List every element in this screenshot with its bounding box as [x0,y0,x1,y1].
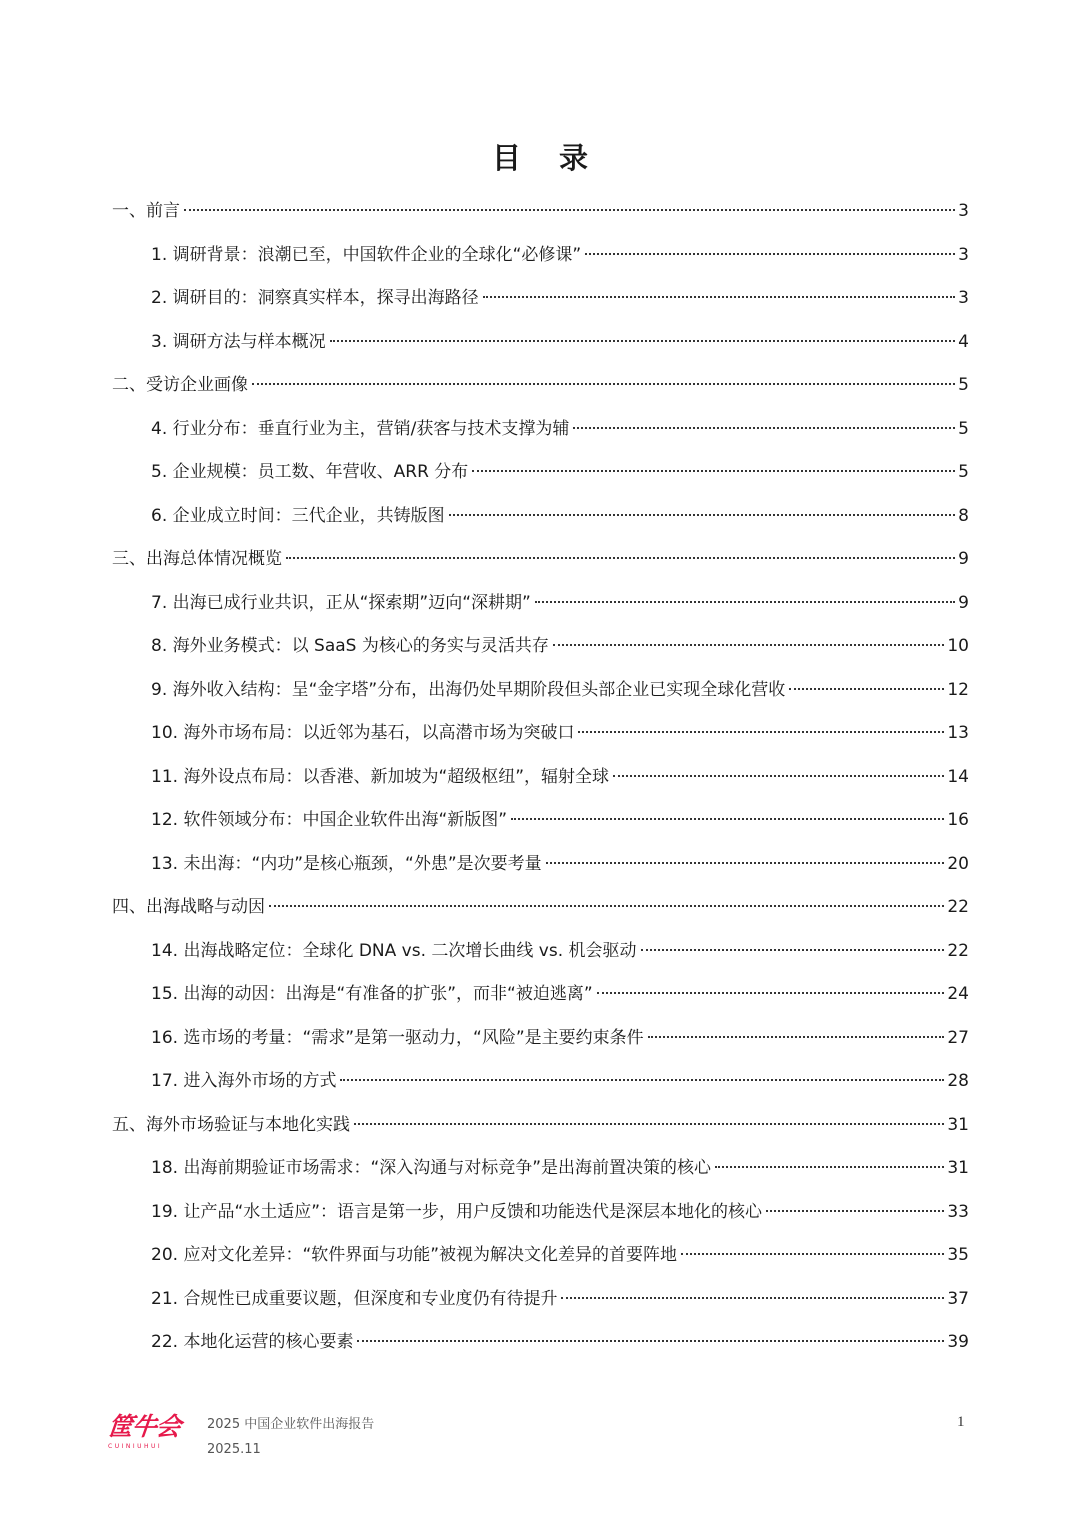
logo-wordmark: 筐牛会 [106,1412,182,1441]
logo-subtitle: CUINIUHUI [108,1443,163,1450]
toc-dot-leader [357,1340,944,1342]
toc-section-entry[interactable] [112,370,969,400]
toc-entry-title: 7. 出海已成行业共识，正从“探索期”迈向“深耕期” [151,593,531,613]
toc-page-number: 5 [958,462,969,482]
toc-subsection-entry[interactable] [151,675,969,705]
toc-page-number: 33 [947,1202,969,1222]
toc-entry-title: 二、受访企业画像 [112,375,248,395]
toc-subsection-entry[interactable] [151,849,969,879]
toc-dot-leader [561,1297,944,1299]
toc-subsection-entry[interactable] [151,936,969,966]
toc-dot-leader [573,427,955,429]
toc-subsection-entry[interactable] [151,501,969,531]
toc-page-number: 13 [947,723,969,743]
toc-section-entry[interactable] [112,1110,969,1140]
toc-subsection-entry[interactable] [151,240,969,270]
page-number: 1 [957,1414,965,1430]
toc-subsection-entry[interactable] [151,718,969,748]
toc-entry-title: 8. 海外业务模式：以 SaaS 为核心的务实与灵活共存 [151,636,549,656]
toc-dot-leader [472,470,955,472]
toc-dot-leader [511,818,944,820]
toc-page-number: 4 [958,332,969,352]
toc-page-number: 12 [947,680,969,700]
toc-entry-title: 四、出海战略与动因 [112,897,265,917]
toc-section-entry[interactable] [112,544,969,574]
toc-entry-title: 14. 出海战略定位：全球化 DNA vs. 二次增长曲线 vs. 机会驱动 [151,941,637,961]
toc-dot-leader [330,340,956,342]
toc-dot-leader [578,731,944,733]
toc-dot-leader [535,601,955,603]
toc-dot-leader [252,383,955,385]
toc-subsection-entry[interactable] [151,1153,969,1183]
toc-page-number: 28 [947,1071,969,1091]
page-title: 目 录 [491,141,603,175]
toc-page-number: 22 [947,941,969,961]
toc-section-entry[interactable] [112,892,969,922]
toc-subsection-entry[interactable] [151,283,969,313]
toc-page-number: 16 [947,810,969,830]
toc-section-entry[interactable] [112,196,969,226]
toc-subsection-entry[interactable] [151,327,969,357]
toc-entry-title: 13. 未出海：“内功”是核心瓶颈，“外患”是次要考量 [151,854,542,874]
toc-entry-title: 19. 让产品“水土适应”：语言是第一步，用户反馈和功能迭代是深层本地化的核心 [151,1202,763,1222]
toc-subsection-entry[interactable] [151,1197,969,1227]
toc-entry-title: 3. 调研方法与样本概况 [151,332,326,352]
toc-entry-title: 22. 本地化运营的核心要素 [151,1332,354,1352]
toc-page-number: 31 [947,1158,969,1178]
toc-entry-title: 6. 企业成立时间：三代企业，共铸版图 [151,506,445,526]
toc-entry-title: 9. 海外收入结构：呈“金字塔”分布，出海仍处早期阶段但头部企业已实现全球化营收 [151,680,786,700]
toc-entry-title: 18. 出海前期验证市场需求：“深入沟通与对标竞争”是出海前置决策的核心 [151,1158,712,1178]
toc-dot-leader [585,253,955,255]
toc-entry-title: 15. 出海的动因：出海是“有准备的扩张”，而非“被迫逃离” [151,984,593,1004]
toc-dot-leader [286,557,955,559]
toc-entry-title: 20. 应对文化差异：“软件界面与功能”被视为解决文化差异的首要阵地 [151,1245,678,1265]
toc-page-number: 9 [958,593,969,613]
toc-page-number: 24 [947,984,969,1004]
publisher-logo [108,1412,194,1460]
toc-dot-leader [483,296,956,298]
toc-entry-title: 16. 选市场的考量：“需求”是第一驱动力，“风险”是主要约束条件 [151,1028,644,1048]
toc-subsection-entry[interactable] [151,1327,969,1357]
toc-page-number: 39 [947,1332,969,1352]
toc-dot-leader [546,862,945,864]
toc-page-number: 9 [958,549,969,569]
toc-page-number: 31 [947,1115,969,1135]
toc-page-number: 10 [947,636,969,656]
toc-subsection-entry[interactable] [151,1284,969,1314]
toc-subsection-entry[interactable] [151,1066,969,1096]
toc-dot-leader [553,644,945,646]
toc-dot-leader [449,514,956,516]
toc-page-number: 22 [947,897,969,917]
toc-dot-leader [648,1036,945,1038]
toc-page-number: 27 [947,1028,969,1048]
toc-page-number: 20 [947,854,969,874]
toc-page-number: 5 [958,375,969,395]
toc-entry-title: 17. 进入海外市场的方式 [151,1071,337,1091]
toc-subsection-entry[interactable] [151,631,969,661]
toc-entry-title: 2. 调研目的：洞察真实样本，探寻出海路径 [151,288,479,308]
toc-subsection-entry[interactable] [151,457,969,487]
toc-entry-title: 12. 软件领域分布：中国企业软件出海“新版图” [151,810,508,830]
toc-subsection-entry[interactable] [151,762,969,792]
toc-dot-leader [340,1079,944,1081]
toc-subsection-entry[interactable] [151,1023,969,1053]
toc-dot-leader [681,1253,944,1255]
footer-report-name: 2025 中国企业软件出海报告 [207,1417,375,1432]
toc-page-number: 3 [958,245,969,265]
toc-subsection-entry[interactable] [151,414,969,444]
toc-page-number: 8 [958,506,969,526]
toc-entry-title: 一、前言 [112,201,180,221]
toc-dot-leader [789,688,944,690]
toc-dot-leader [641,949,945,951]
toc-entry-title: 21. 合规性已成重要议题，但深度和专业度仍有待提升 [151,1289,558,1309]
toc-dot-leader [766,1210,944,1212]
toc-entry-title: 10. 海外市场布局：以近邻为基石，以高潜市场为突破口 [151,723,575,743]
toc-entry-title: 1. 调研背景：浪潮已至，中国软件企业的全球化“必修课” [151,245,582,265]
toc-entry-title: 五、海外市场验证与本地化实践 [112,1115,350,1135]
toc-entry-title: 5. 企业规模：员工数、年营收、ARR 分布 [151,462,469,482]
toc-page-number: 14 [947,767,969,787]
footer-date: 2025.11 [207,1442,261,1457]
toc-dot-leader [269,905,944,907]
toc-page-number: 35 [947,1245,969,1265]
toc-page-number: 37 [947,1289,969,1309]
toc-dot-leader [184,209,955,211]
toc-entry-title: 4. 行业分布：垂直行业为主，营销/获客与技术支撑为辅 [151,419,570,439]
toc-entry-title: 三、出海总体情况概览 [112,549,282,569]
toc-dot-leader [597,992,945,994]
toc-subsection-entry[interactable] [151,979,969,1009]
toc-page-number: 5 [958,419,969,439]
toc-dot-leader [613,775,944,777]
toc-page-number: 3 [958,201,969,221]
toc-subsection-entry[interactable] [151,805,969,835]
toc-page-number: 3 [958,288,969,308]
toc-dot-leader [354,1123,944,1125]
toc-dot-leader [715,1166,944,1168]
toc-entry-title: 11. 海外设点布局：以香港、新加坡为“超级枢纽”，辐射全球 [151,767,610,787]
toc-subsection-entry[interactable] [151,588,969,618]
toc-subsection-entry[interactable] [151,1240,969,1270]
